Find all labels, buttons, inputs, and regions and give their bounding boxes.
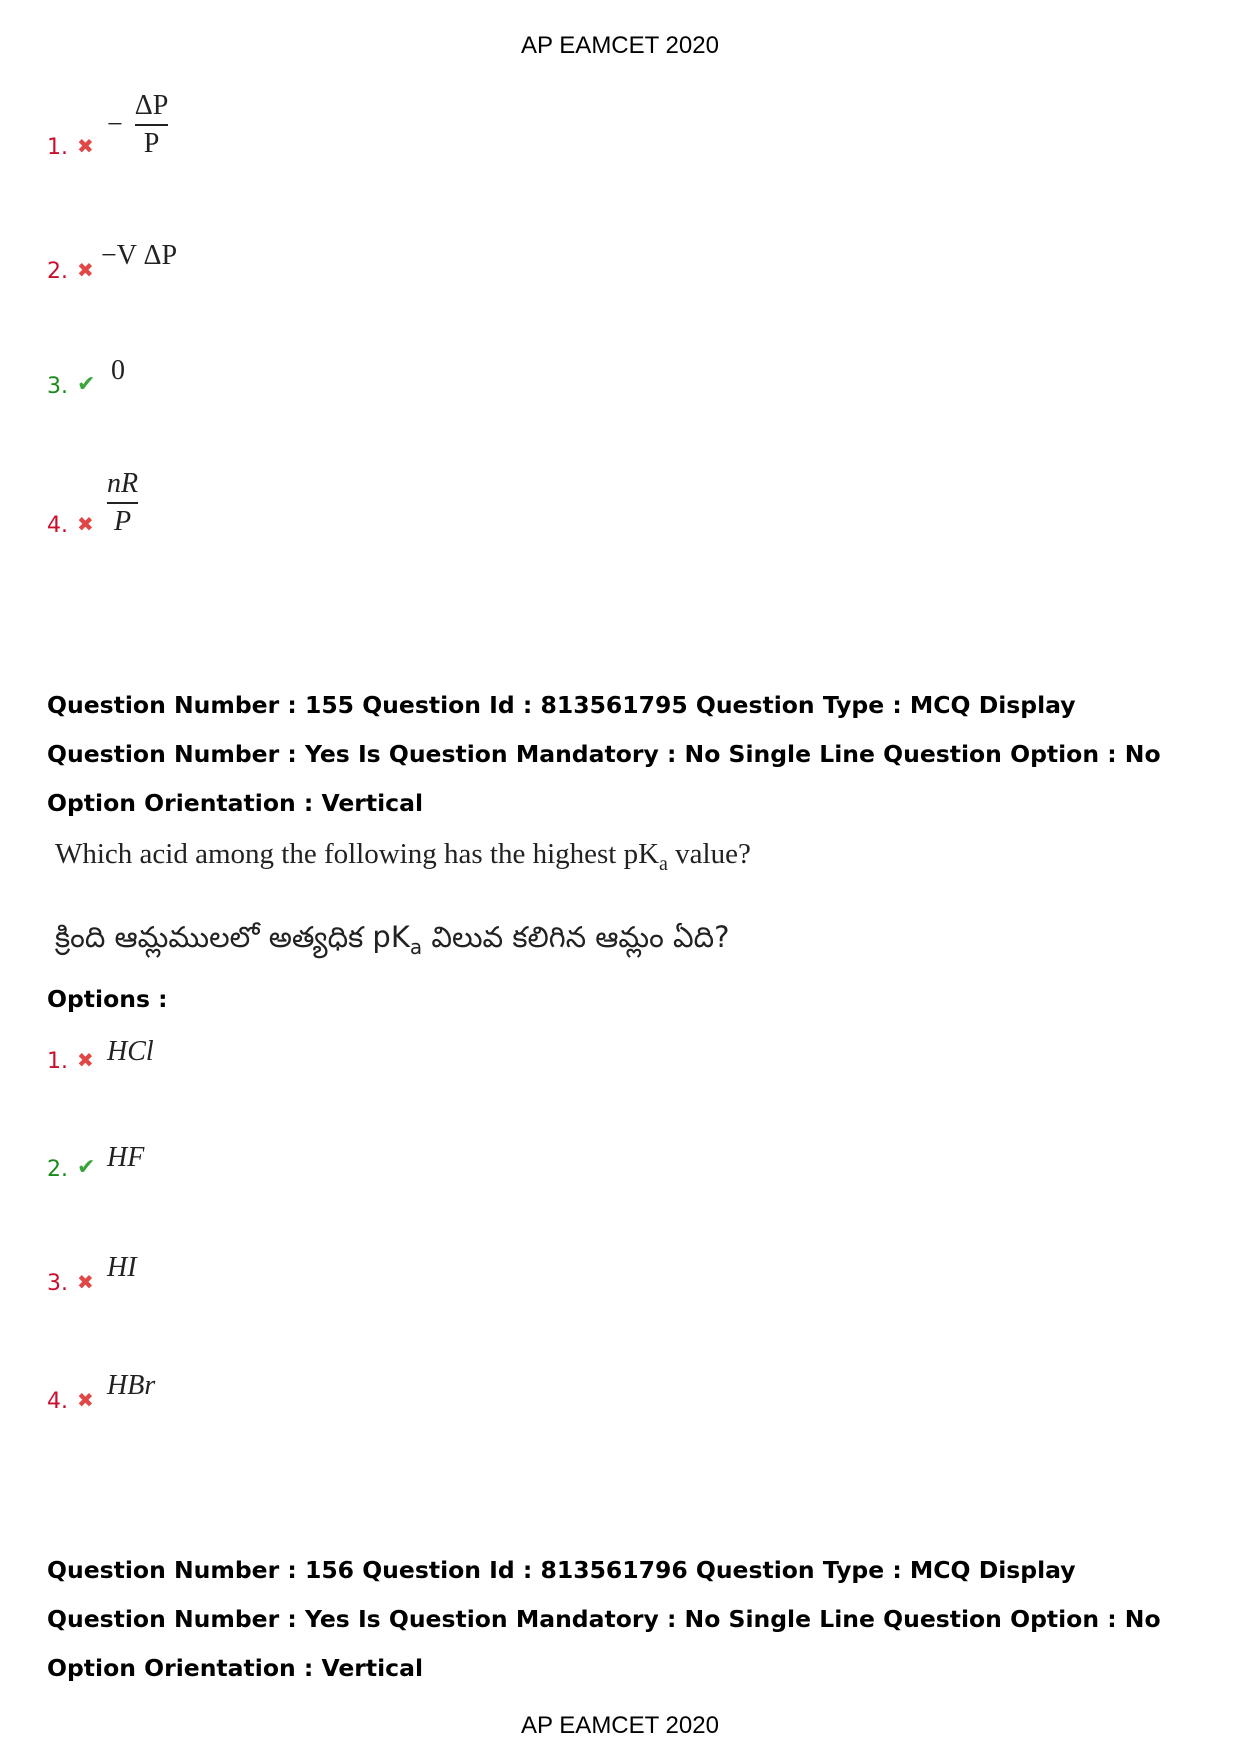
option-1 (47, 90, 168, 160)
option-number: 2. (47, 259, 68, 284)
fraction-bar (135, 124, 169, 126)
option-4 (47, 468, 138, 538)
option-math: HI (107, 1252, 137, 1283)
option-math: HBr (107, 1370, 156, 1401)
question-text-english: Which acid among the following has the highest $pK_a$ value? (55, 838, 751, 875)
fraction-bar (107, 502, 138, 504)
cross-icon: ✖ (77, 1048, 94, 1072)
check-icon: ✔ (77, 1155, 96, 1180)
cross-icon: ✖ (77, 1270, 94, 1294)
option-math: −V ΔP (101, 240, 178, 271)
question-text-telugu: క్రింది ఆమ్లములలో అత్యధిక $pK_a$ విలువ కలిగిన ఆమ్లం ఏది? (55, 920, 730, 959)
option-math: HF (107, 1142, 145, 1173)
option-number: 3. (47, 1271, 68, 1296)
option-2 (47, 240, 177, 284)
option-3 (47, 355, 125, 399)
cross-icon: ✖ (77, 134, 94, 159)
cross-icon: ✖ (77, 258, 94, 282)
option-number: 3. (47, 374, 68, 399)
denominator: P (114, 506, 132, 538)
page-header: AP EAMCET 2020 (521, 32, 719, 59)
check-icon: ✔ (77, 372, 96, 397)
cross-icon: ✖ (77, 1388, 94, 1412)
option-2 (47, 1142, 144, 1182)
option-math (107, 90, 168, 160)
fraction (107, 468, 138, 538)
option-number: 4. (47, 513, 68, 539)
options-label: Options : (47, 985, 168, 1013)
question-meta: Question Number : 155 Question Id : 813561795 Question Type : MCQ Display Question Number : Yes Is Question Mandatory : No Single Line Question Option : No Option Orientation : Vertical (47, 691, 1161, 817)
option-1 (47, 1036, 154, 1074)
cross-icon: ✖ (77, 512, 94, 537)
option-number: 2. (47, 1157, 68, 1182)
numerator: nR (107, 468, 139, 499)
numerator: ΔP (134, 90, 169, 121)
option-number: 4. (47, 1389, 68, 1414)
minus-sign: − (107, 109, 123, 141)
page-footer: AP EAMCET 2020 (521, 1712, 719, 1739)
option-math: 0 (111, 355, 125, 386)
option-number: 1. (47, 1049, 68, 1074)
option-number: 1. (47, 135, 68, 161)
denominator: P (143, 128, 160, 160)
question-meta: Question Number : 156 Question Id : 813561796 Question Type : MCQ Display Question Number : Yes Is Question Mandatory : No Single Line Question Option : No Option Orientation : Vertical (47, 1556, 1161, 1682)
option-4 (47, 1370, 155, 1414)
fraction (135, 90, 169, 160)
option-math: HCl (107, 1036, 154, 1067)
option-3 (47, 1252, 137, 1296)
